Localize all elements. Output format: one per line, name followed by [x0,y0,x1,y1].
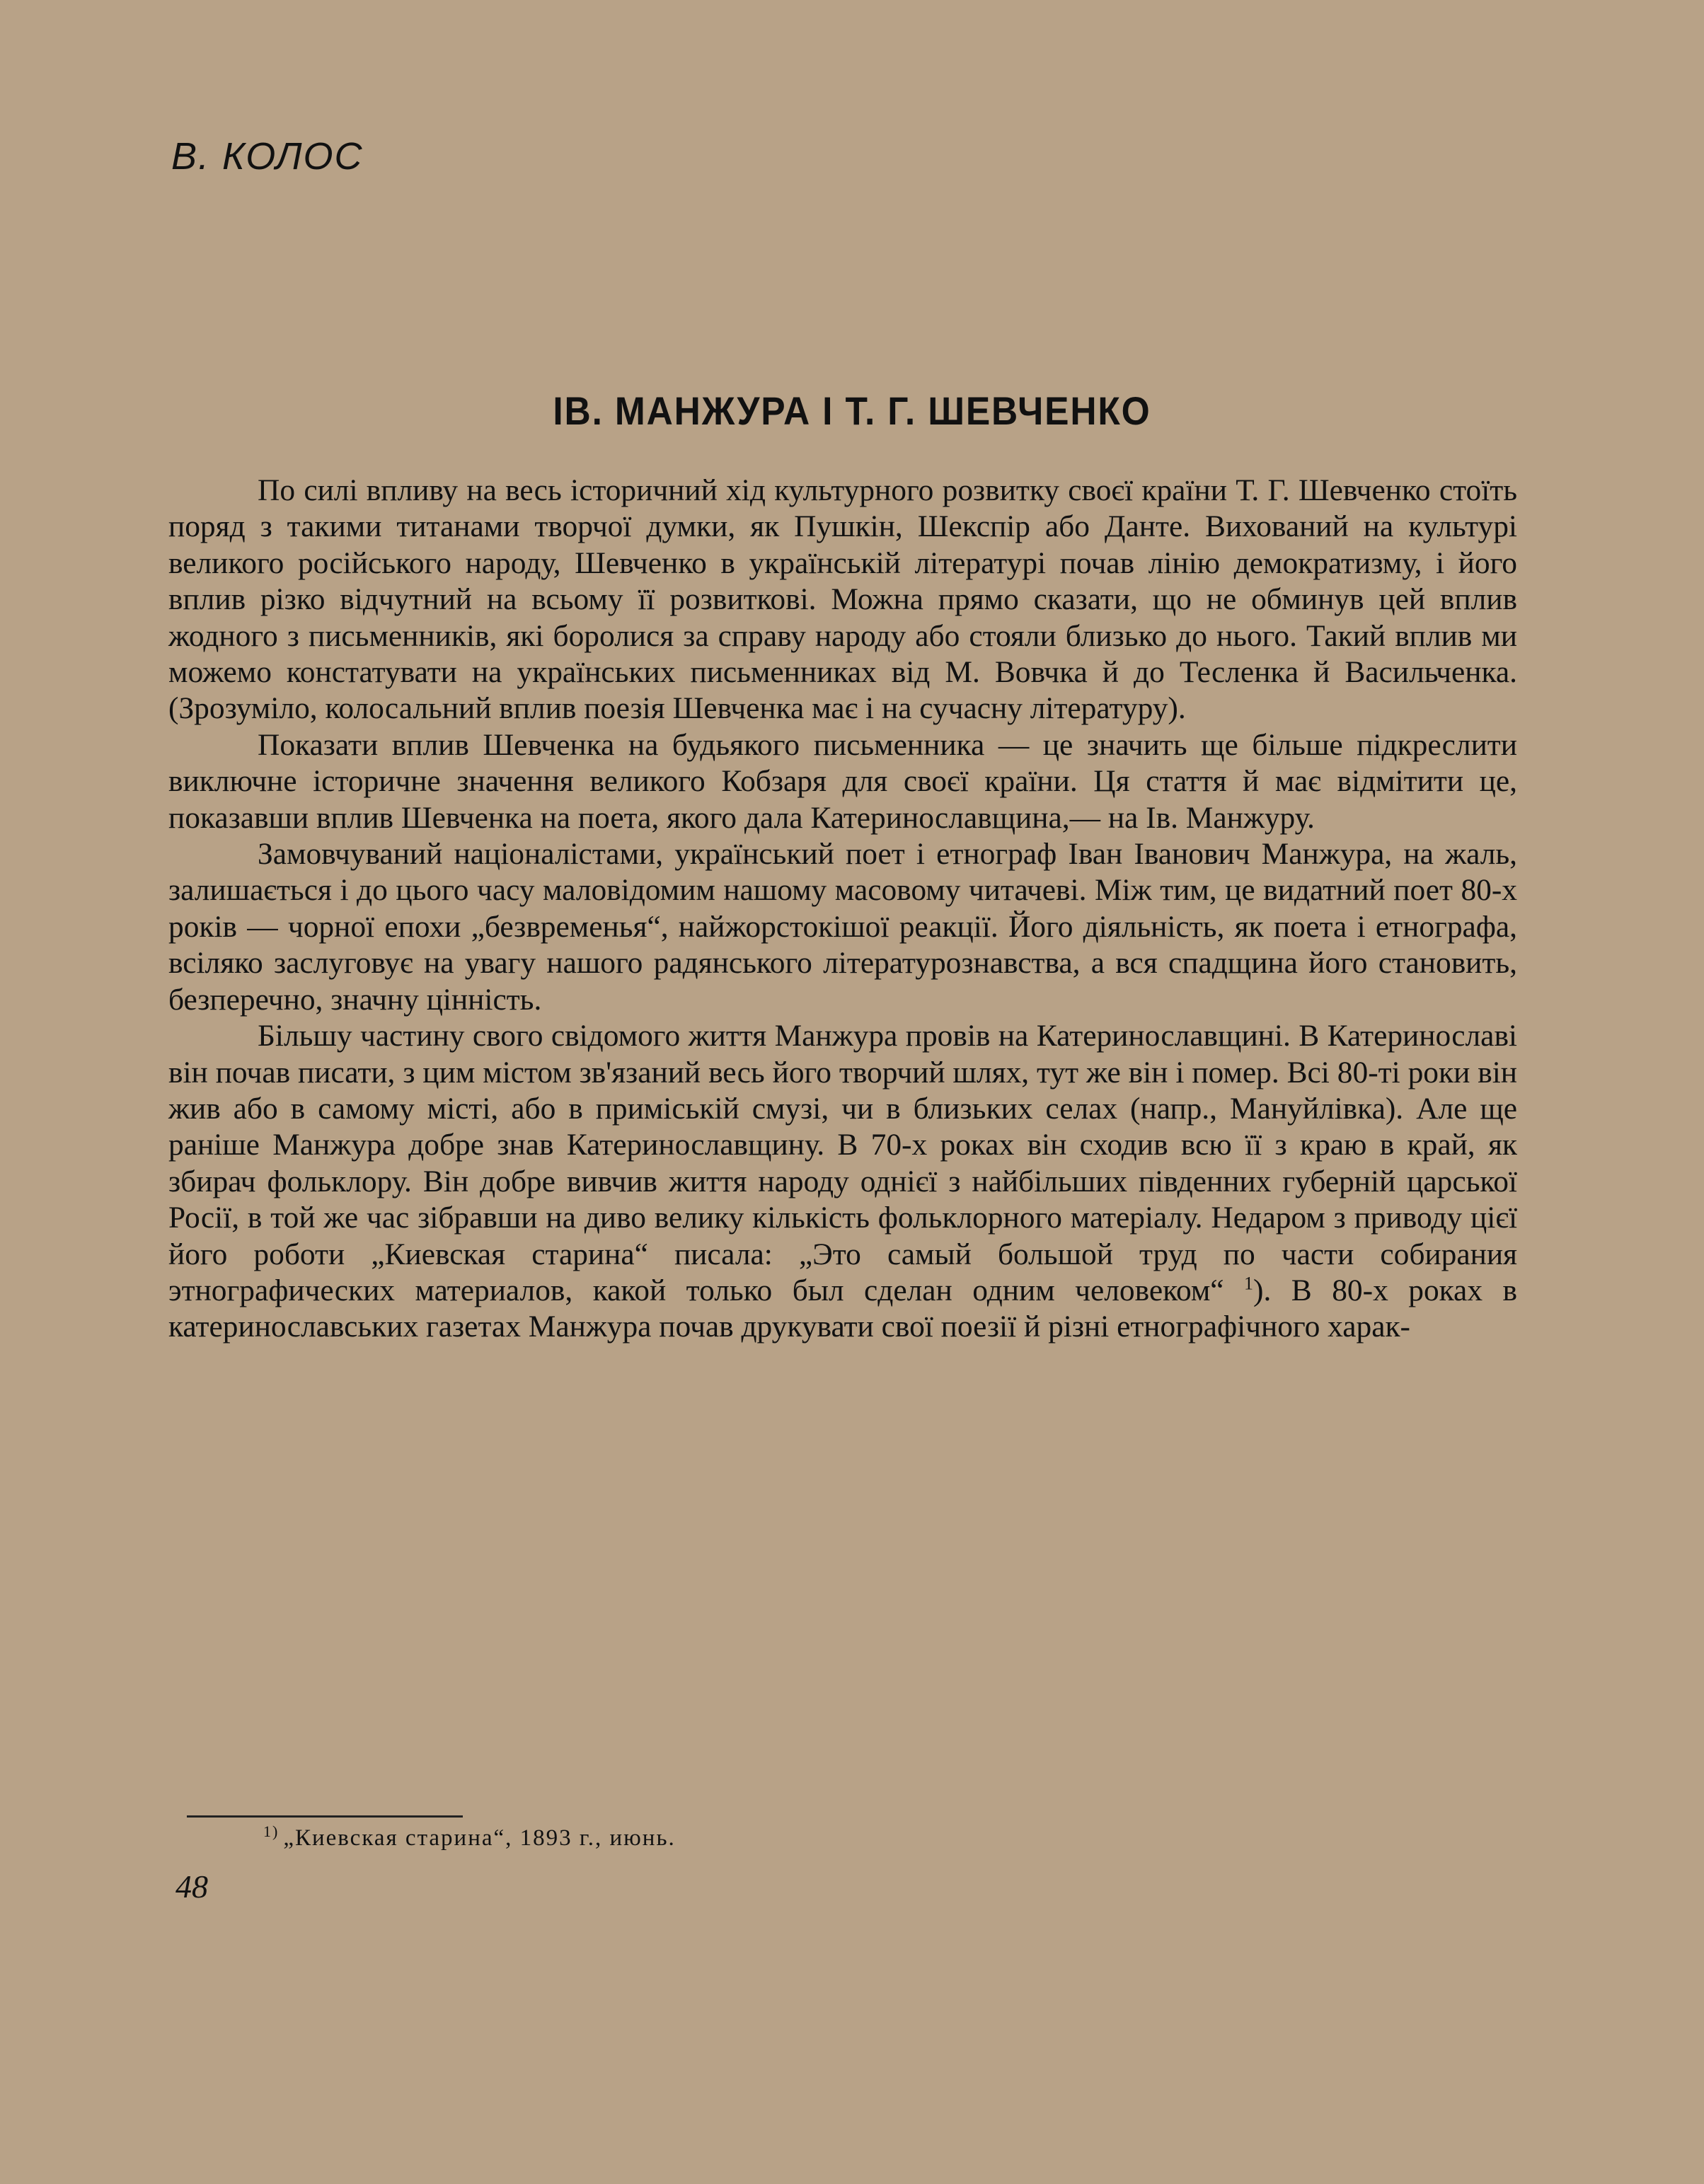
paragraph-3: Замовчуваний націоналістами, український поет і етнограф Іван Іванович Манжура, на жаль, залишається і до цього часу маловідомим нашому масовому читачеві. Між тим, це видатний поет 80-х років — чорної епохи „безвременья“, найжорстокішої реакції. Його діяльність, як поета і етнографа, всіляко заслуговує на увагу нашого радянського літературознавства, а вся спадщина його становить, безперечно, значну цінність. [168,837,1517,1017]
footnote-divider [187,1815,463,1818]
footnote-marker: 1) [263,1822,280,1840]
paragraph-2: Показати вплив Шевченка на будьякого письменника — це значить ще більше підкреслити виключне історичне значення великого Кобзаря для своєї країни. Ця стаття й має відмітити це, показавши вплив Шевченка на поета, якого дала Катеринославщина,— на Ів. Манжуру. [168,727,1517,835]
paragraph-4 [168,1018,1517,1346]
page-number: 48 [175,1868,208,1905]
article-body [168,473,1517,1346]
paragraph-4-text: Більшу частину свого свідомого життя Манжура провів на Катеринославщині. В Катеринославі він почав писати, з цим містом зв'язаний весь його творчий шлях, тут же він і помер. Всі 80-ті роки він жив або в самому місті, або в приміській смузі, чи в близьких селах (напр., Мануйлівка). Але ще раніше Манжура добре знав Катеринославщину. В 70-х роках він сходив всю її з краю в край, як збирач фольклору. Він добре вивчив життя народу однієї з найбільших південних губерній царської Росії, в той же час зібравши на диво велику кількість фольклорного матеріалу. Недаром з приводу цієї його роботи „Киевская старина“ писала: „Это самый большой труд по части собирания этнографических материалов, какой только был сделан одним человеком“ [168,1019,1517,1307]
footnote-reference: 1 [1244,1273,1254,1294]
footnote [263,1824,676,1852]
article-title: ІВ. МАНЖУРА І Т. Г. ШЕВЧЕНКО [553,388,1151,433]
paragraph-1: По силі впливу на весь історичний хід культурного розвитку своєї країни Т. Г. Шевченко стоїть поряд з такими титанами творчої думки, як Пушкін, Шекспір або Данте. Вихований на культурі великого російського народу, Шевченко в українській літературі почав лінію демократизму, і його вплив різко відчутний на всьому її розвиткові. Можна прямо сказати, що не обминув цей вплив жодного з письменників, які боролися за справу народу або стояли близько до нього. Такий вплив ми можемо констатувати на українських письменниках від М. Вовчка й до Тесленка й Васильченка. (Зрозуміло, колосальний вплив поезія Шевченка має і на сучасну літературу). [168,473,1517,726]
footnote-text: „Киевская старина“, 1893 г., июнь. [283,1825,676,1851]
paragraph-4-continuation: ). В 80-х роках в катеринославських газетах Манжура почав друкувати свої поезії й різні етнографічного харак- [168,1273,1517,1344]
running-header: В. КОЛОС [171,135,364,178]
